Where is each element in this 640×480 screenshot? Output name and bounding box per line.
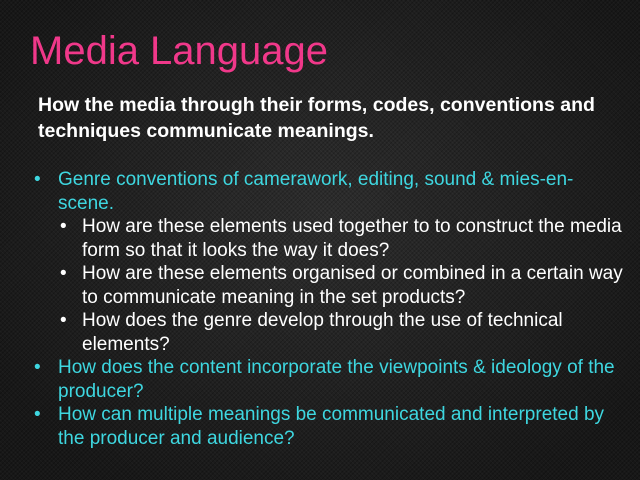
bullet-text: How does the content incorporate the viewpoints & ideology of the producer?: [58, 357, 615, 402]
sub-bullet-item: [58, 215, 626, 262]
bullet-item-viewpoints-ideology: [30, 356, 626, 403]
bullet-dot-icon: •: [34, 357, 41, 378]
slide-subtitle: How the media through their forms, codes, conventions and techniques communicate meanings.: [38, 94, 595, 142]
sub-bullet-dot-icon: •: [60, 263, 67, 284]
bullet-list: [30, 168, 626, 450]
bullet-item-multiple-meanings: [30, 403, 626, 450]
bullet-dot-icon: •: [34, 169, 41, 190]
sub-bullet-item: [58, 262, 626, 309]
bullet-item-genre-conventions: [30, 168, 626, 356]
sub-bullet-item: [58, 309, 626, 356]
sub-bullet-text: How does the genre develop through the use of technical elements?: [82, 310, 563, 355]
sub-bullet-dot-icon: •: [60, 216, 67, 237]
sub-bullet-text: How are these elements used together to to construct the media form so that it looks the way it does?: [82, 216, 622, 261]
slide-title: Media Language: [30, 29, 329, 73]
sub-bullet-text: How are these elements organised or combined in a certain way to communicate meaning in the set products?: [82, 263, 623, 308]
bullet-text: How can multiple meanings be communicated and interpreted by the producer and audience?: [58, 404, 605, 449]
sub-bullet-list: [58, 215, 626, 356]
bullet-text: Genre conventions of camerawork, editing, sound & mies-en-scene.: [58, 169, 574, 214]
sub-bullet-dot-icon: •: [60, 310, 67, 331]
bullet-dot-icon: •: [34, 404, 41, 425]
